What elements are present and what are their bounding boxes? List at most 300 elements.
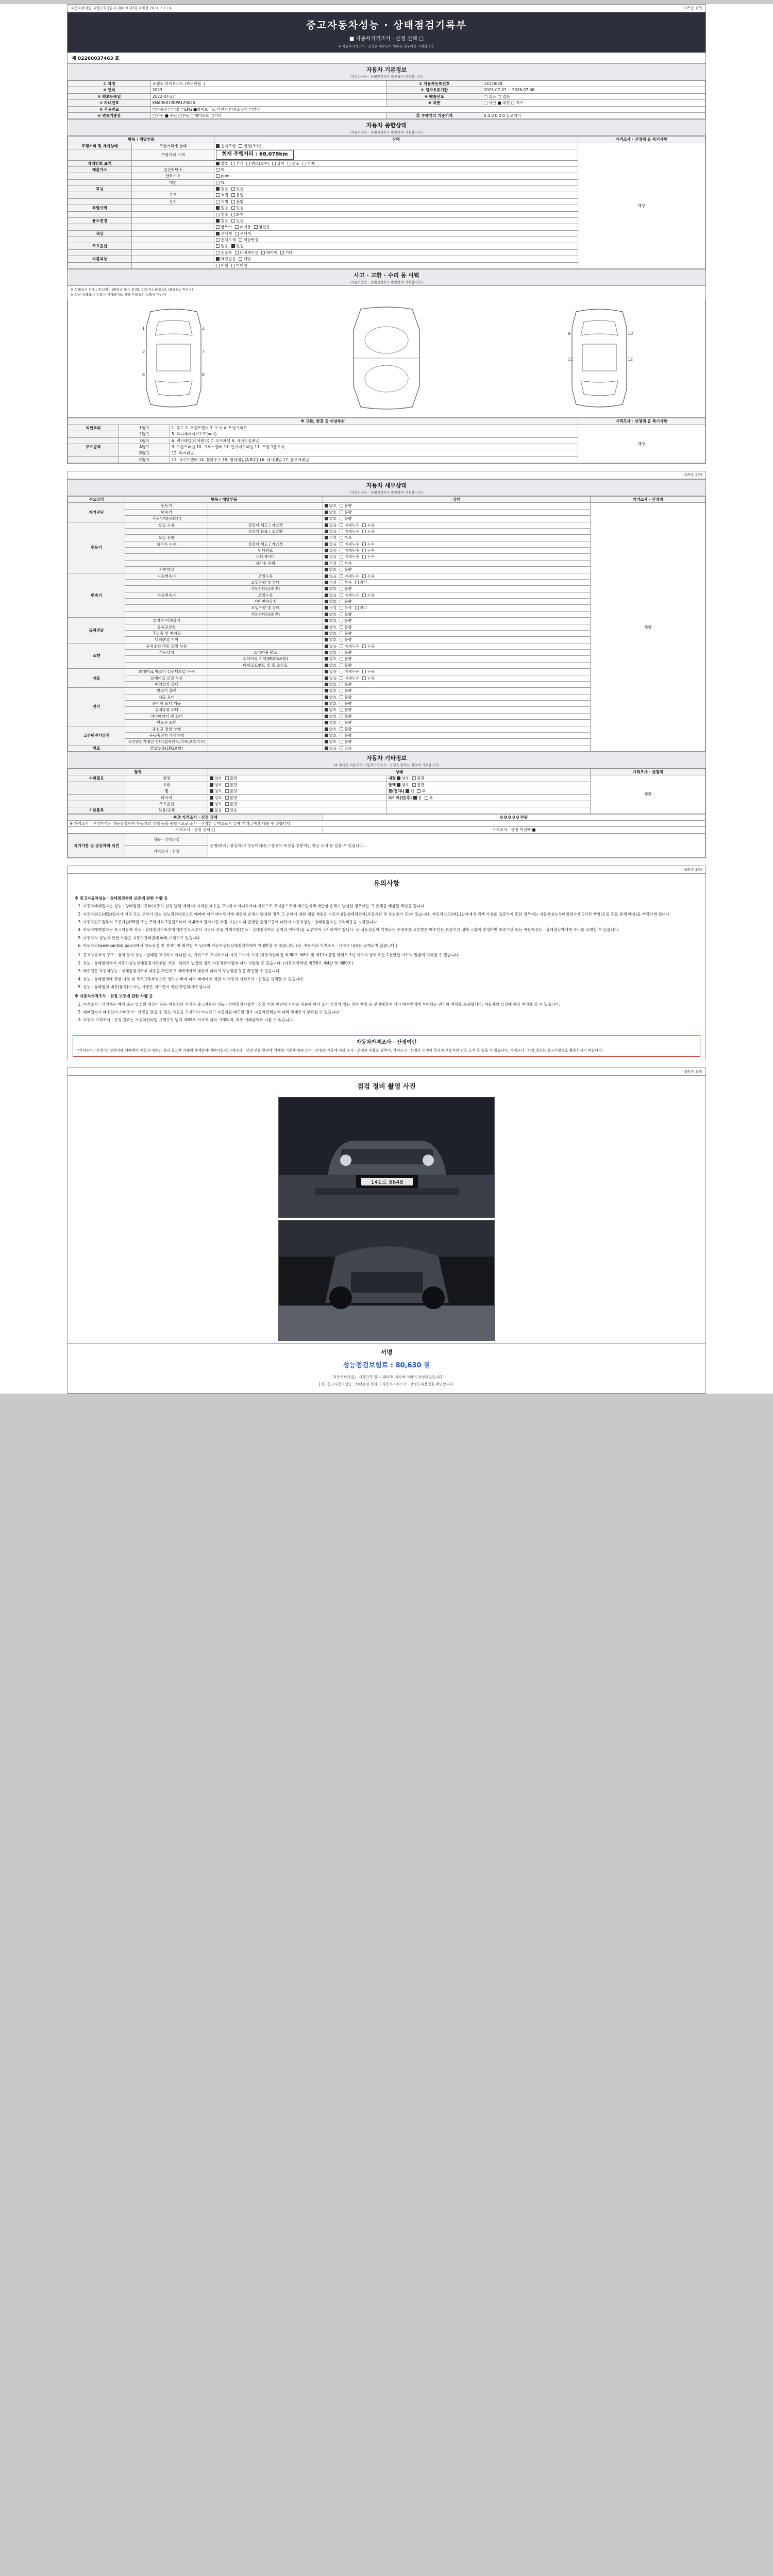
detail-state-3-0[interactable] bbox=[323, 618, 591, 624]
basic-value-3-b[interactable]: □ 국산 ■ 대형 □ 특수 bbox=[482, 100, 705, 106]
checkbox-icon[interactable] bbox=[412, 783, 416, 787]
overall-7-option-1[interactable]: 불법 bbox=[231, 193, 244, 197]
basic-value-5-a[interactable]: □자동 ■ 무단 □수동 □세미오토 □기타 bbox=[150, 112, 386, 118]
checkbox-icon[interactable] bbox=[340, 702, 343, 705]
checkbox-icon[interactable] bbox=[231, 162, 235, 165]
detail-7-0-option-1[interactable]: 불량 bbox=[340, 727, 352, 732]
other-3-option-0[interactable]: 양호 bbox=[210, 795, 222, 800]
checkbox-icon[interactable] bbox=[216, 257, 220, 261]
detail-4-0-option-0[interactable]: 없음 bbox=[325, 644, 337, 649]
checkbox-icon[interactable] bbox=[325, 657, 328, 660]
checkbox-icon[interactable] bbox=[216, 213, 220, 216]
overall-16-option-1[interactable]: 내비게이션 bbox=[235, 250, 258, 255]
other-state2-2[interactable]: 휠(전/후) 전 후 bbox=[386, 788, 591, 794]
checkbox-icon[interactable] bbox=[340, 581, 343, 584]
overall-11-option-1[interactable]: 있음 bbox=[231, 218, 244, 223]
detail-1-0-option-2[interactable]: 누유 bbox=[362, 523, 375, 528]
detail-state-5-1[interactable] bbox=[323, 675, 591, 681]
overall-16-option-0[interactable]: 썬루프 bbox=[216, 250, 232, 255]
checkbox-icon[interactable] bbox=[216, 206, 220, 210]
checkbox-icon[interactable] bbox=[325, 587, 328, 590]
overall-8-option-1[interactable]: 불법 bbox=[231, 199, 244, 204]
overall-17-option-0[interactable]: 해당없음 bbox=[216, 257, 236, 261]
checkbox-icon[interactable] bbox=[325, 727, 328, 731]
detail-2-3-option-1[interactable]: 미세누유 bbox=[340, 593, 359, 598]
detail-state-7-1[interactable] bbox=[323, 732, 591, 738]
detail-state-5-2[interactable] bbox=[323, 681, 591, 687]
detail-state-6-3[interactable] bbox=[323, 707, 591, 713]
detail-6-1-option-1[interactable]: 불량 bbox=[340, 695, 352, 700]
detail-1-7-option-0[interactable]: 양호 bbox=[325, 567, 337, 572]
detail-1-2-option-1[interactable]: 부족 bbox=[340, 535, 352, 540]
overall-2-option-0[interactable]: 양호 bbox=[216, 161, 228, 166]
detail-1-0-option-1[interactable]: 미세누유 bbox=[340, 523, 359, 528]
detail-6-5-option-1[interactable]: 불량 bbox=[340, 720, 352, 725]
detail-4-3-option-1[interactable]: 불량 bbox=[340, 663, 352, 668]
checkbox-icon[interactable] bbox=[325, 721, 328, 724]
checkbox-icon[interactable] bbox=[225, 808, 229, 812]
overall-15-option-1[interactable]: 있음 bbox=[231, 244, 244, 248]
detail-state-4-0[interactable] bbox=[323, 643, 591, 649]
overall-3-option-0[interactable]: % bbox=[216, 167, 224, 172]
checkbox-icon[interactable] bbox=[325, 670, 328, 673]
detail-state-3-2[interactable] bbox=[323, 630, 591, 636]
overall-10-option-1[interactable]: 화재 bbox=[231, 212, 244, 217]
detail-state-1-0[interactable] bbox=[323, 522, 591, 528]
checkbox-icon[interactable] bbox=[325, 523, 328, 527]
checkbox-icon[interactable] bbox=[231, 213, 235, 216]
overall-2-option-3[interactable]: 상이 bbox=[272, 161, 284, 166]
detail-2-5-option-0[interactable]: 적정 bbox=[325, 605, 337, 610]
overall-2-option-4[interactable]: 변조 bbox=[288, 161, 300, 166]
detail-3-1-option-1[interactable]: 불량 bbox=[340, 625, 352, 630]
checkbox-icon[interactable] bbox=[340, 568, 343, 571]
detail-5-0-option-1[interactable]: 미세누유 bbox=[340, 669, 359, 674]
checkbox-icon[interactable] bbox=[325, 613, 328, 616]
checkbox-icon[interactable] bbox=[340, 511, 343, 514]
checkbox-icon[interactable] bbox=[362, 549, 366, 552]
detail-7-2-option-1[interactable]: 불량 bbox=[340, 739, 352, 744]
basic-value-1-a[interactable]: 2023 bbox=[150, 87, 386, 93]
checkbox-icon[interactable] bbox=[210, 789, 213, 793]
checkbox-icon[interactable] bbox=[216, 144, 220, 148]
detail-5-0-option-2[interactable]: 누유 bbox=[362, 669, 375, 674]
detail-2-3-option-0[interactable]: 없음 bbox=[325, 593, 337, 598]
overall-state-5[interactable] bbox=[214, 179, 578, 185]
basic-value-1-b[interactable]: 2025-07-07 ~ 2026-07-06 bbox=[482, 87, 705, 93]
detail-state-6-2[interactable] bbox=[323, 701, 591, 707]
checkbox-icon[interactable] bbox=[216, 193, 220, 197]
checkbox-icon[interactable] bbox=[362, 645, 366, 648]
checkbox-icon[interactable] bbox=[261, 251, 265, 255]
detail-7-2-option-0[interactable]: 양호 bbox=[325, 739, 337, 744]
checkbox-icon[interactable] bbox=[340, 549, 343, 552]
checkbox-icon[interactable] bbox=[216, 244, 220, 248]
checkbox-icon[interactable] bbox=[362, 594, 366, 597]
overall-state-14[interactable] bbox=[214, 237, 578, 243]
detail-2-3-option-2[interactable]: 누유 bbox=[362, 593, 375, 598]
detail-4-2-option-0[interactable]: 양호 bbox=[325, 656, 337, 661]
other-0-option-1[interactable]: 불량 bbox=[225, 776, 238, 781]
detail-1-1-option-1[interactable]: 미세누유 bbox=[340, 529, 359, 534]
overall-state-8[interactable] bbox=[214, 198, 578, 205]
checkbox-icon[interactable] bbox=[216, 238, 220, 242]
overall-9-option-1[interactable]: 있음 bbox=[231, 206, 244, 210]
other-state2-0[interactable]: 내장 양호 불량 bbox=[386, 775, 591, 782]
detail-3-3-option-1[interactable]: 불량 bbox=[340, 637, 352, 642]
other2-2-option-1[interactable]: 후 bbox=[417, 789, 425, 793]
special-notes-text[interactable]: 운행/관리 / 정검의도/ 성능이력/등 / 중고차 특성상 부분적인 판금 도색 등 있을 수 있습니다. bbox=[208, 834, 705, 857]
checkbox-icon[interactable] bbox=[340, 683, 343, 686]
detail-6-2-option-0[interactable]: 양호 bbox=[325, 701, 337, 706]
detail-1-6-option-0[interactable]: 적정 bbox=[325, 561, 337, 566]
checkbox-icon[interactable] bbox=[362, 543, 366, 546]
detail-2-2-option-0[interactable]: 양호 bbox=[325, 586, 337, 591]
detail-0-0-option-1[interactable]: 불량 bbox=[340, 503, 352, 508]
other-1-option-0[interactable]: 양호 bbox=[210, 783, 222, 787]
detail-state-0-1[interactable] bbox=[323, 509, 591, 515]
checkbox-icon[interactable] bbox=[272, 162, 276, 165]
checkbox-icon[interactable] bbox=[340, 740, 343, 743]
other-state-0[interactable] bbox=[208, 775, 386, 782]
detail-state-6-5[interactable] bbox=[323, 720, 591, 726]
overall-7-option-0[interactable]: 적법 bbox=[216, 193, 228, 197]
checkbox-icon[interactable] bbox=[340, 651, 343, 654]
checkbox-icon[interactable] bbox=[340, 600, 343, 603]
checkbox-icon[interactable] bbox=[216, 232, 220, 235]
checkbox-icon[interactable] bbox=[239, 144, 242, 148]
detail-0-1-option-0[interactable]: 양호 bbox=[325, 510, 337, 515]
detail-6-0-option-1[interactable]: 불량 bbox=[340, 688, 352, 693]
overall-state-1[interactable] bbox=[214, 149, 578, 161]
other2-0-option-1[interactable]: 불량 bbox=[412, 776, 425, 781]
detail-1-6-option-1[interactable]: 부족 bbox=[340, 561, 352, 566]
basic-value-5-b[interactable]: 0 0 0 0 0 0 킬로미터 bbox=[482, 112, 705, 118]
checkbox-icon[interactable] bbox=[231, 264, 235, 267]
detail-state-0-2[interactable] bbox=[323, 516, 591, 522]
overall-state-2[interactable] bbox=[214, 160, 578, 166]
detail-state-6-1[interactable] bbox=[323, 694, 591, 700]
overall-2-option-5[interactable]: 삭제 bbox=[303, 161, 315, 166]
detail-1-1-option-2[interactable]: 누유 bbox=[362, 529, 375, 534]
detail-4-1-option-0[interactable]: 양호 bbox=[325, 650, 337, 655]
checkbox-icon[interactable] bbox=[325, 715, 328, 718]
detail-state-2-4[interactable] bbox=[323, 599, 591, 605]
overall-state-0[interactable] bbox=[214, 143, 578, 149]
other-state2-5[interactable] bbox=[386, 807, 591, 814]
overall-12-option-1[interactable]: 대여용 bbox=[235, 225, 251, 229]
detail-1-3-option-1[interactable]: 미세누수 bbox=[340, 542, 359, 547]
other-3-option-1[interactable]: 불량 bbox=[225, 795, 238, 800]
checkbox-icon[interactable] bbox=[235, 225, 239, 229]
overall-13-option-0[interactable]: 무채색 bbox=[216, 231, 232, 236]
checkbox-icon[interactable] bbox=[362, 670, 366, 673]
checkbox-icon[interactable] bbox=[216, 181, 220, 184]
checkbox-icon[interactable] bbox=[225, 802, 229, 806]
overall-state-9[interactable] bbox=[214, 205, 578, 211]
checkbox-icon[interactable] bbox=[288, 162, 291, 165]
other-4-option-1[interactable]: 불량 bbox=[225, 802, 238, 806]
detail-state-2-6[interactable] bbox=[323, 611, 591, 617]
checkbox-icon[interactable] bbox=[417, 789, 421, 793]
detail-0-2-option-1[interactable]: 불량 bbox=[340, 516, 352, 521]
checkbox-icon[interactable] bbox=[280, 251, 284, 255]
checkbox-icon[interactable] bbox=[340, 721, 343, 724]
detail-2-4-option-0[interactable]: 양호 bbox=[325, 599, 337, 604]
overall-17-option-1[interactable]: 해당 bbox=[239, 257, 251, 261]
checkbox-icon[interactable] bbox=[340, 517, 343, 520]
checkbox-icon[interactable] bbox=[325, 702, 328, 705]
detail-7-0-option-0[interactable]: 양호 bbox=[325, 727, 337, 732]
detail-state-2-3[interactable] bbox=[323, 592, 591, 598]
detail-4-2-option-1[interactable]: 불량 bbox=[340, 656, 352, 661]
price-option-unselected[interactable]: 가격조사 · 산정 미선택 ■ bbox=[323, 827, 705, 833]
checkbox-icon[interactable] bbox=[325, 625, 328, 629]
overall-6-option-0[interactable]: 없음 bbox=[216, 187, 228, 191]
checkbox-icon[interactable] bbox=[340, 727, 343, 731]
checkbox-icon[interactable] bbox=[216, 168, 220, 172]
detail-0-1-option-1[interactable]: 불량 bbox=[340, 510, 352, 515]
checkbox-icon[interactable] bbox=[225, 796, 229, 800]
checkbox-icon[interactable] bbox=[325, 645, 328, 648]
checkbox-icon[interactable] bbox=[225, 789, 229, 793]
checkbox-icon[interactable] bbox=[340, 676, 343, 680]
detail-state-6-4[interactable] bbox=[323, 713, 591, 719]
checkbox-icon[interactable] bbox=[325, 549, 328, 552]
detail-state-5-0[interactable] bbox=[323, 669, 591, 675]
checkbox-icon[interactable] bbox=[216, 200, 220, 204]
overall-state-16[interactable] bbox=[214, 249, 578, 256]
overall-state-10[interactable] bbox=[214, 211, 578, 217]
overall-15-option-0[interactable]: 없음 bbox=[216, 244, 228, 248]
checkbox-icon[interactable] bbox=[340, 562, 343, 565]
checkbox-icon[interactable] bbox=[397, 783, 400, 787]
other-state2-3[interactable]: 타이어(전/후) 전 후 bbox=[386, 794, 591, 801]
checkbox-icon[interactable] bbox=[216, 251, 220, 255]
detail-7-1-option-0[interactable]: 양호 bbox=[325, 733, 337, 738]
detail-3-1-option-0[interactable]: 양호 bbox=[325, 625, 337, 630]
other-2-option-1[interactable]: 불량 bbox=[225, 789, 238, 793]
checkbox-icon[interactable] bbox=[325, 651, 328, 654]
detail-2-1-option-2[interactable]: 과다 bbox=[355, 580, 367, 585]
checkbox-icon[interactable] bbox=[355, 581, 359, 584]
checkbox-icon[interactable] bbox=[340, 606, 343, 609]
overall-18-option-1[interactable]: 미이행 bbox=[231, 263, 247, 268]
detail-1-3-option-0[interactable]: 없음 bbox=[325, 542, 337, 547]
detail-2-4-option-1[interactable]: 불량 bbox=[340, 599, 352, 604]
other-state2-4[interactable] bbox=[386, 801, 591, 807]
detail-6-5-option-0[interactable]: 양호 bbox=[325, 720, 337, 725]
other2-2-option-0[interactable]: 전 bbox=[406, 789, 414, 793]
checkbox-icon[interactable] bbox=[325, 581, 328, 584]
other2-3-option-1[interactable]: 후 bbox=[425, 795, 433, 800]
detail-2-5-option-2[interactable]: 과다 bbox=[355, 605, 367, 610]
detail-state-3-1[interactable] bbox=[323, 624, 591, 630]
checkbox-icon[interactable] bbox=[425, 796, 428, 800]
other-state-5[interactable] bbox=[208, 807, 386, 814]
detail-3-3-option-0[interactable]: 양호 bbox=[325, 637, 337, 642]
detail-state-2-2[interactable] bbox=[323, 586, 591, 592]
checkbox-icon[interactable] bbox=[231, 206, 235, 210]
checkbox-icon[interactable] bbox=[325, 562, 328, 565]
basic-value-3-a[interactable]: KNAR6813BPA129020 bbox=[150, 100, 386, 106]
detail-4-1-option-1[interactable]: 불량 bbox=[340, 650, 352, 655]
detail-state-1-1[interactable] bbox=[323, 528, 591, 534]
checkbox-icon[interactable] bbox=[325, 683, 328, 686]
checkbox-icon[interactable] bbox=[340, 523, 343, 527]
checkbox-icon[interactable] bbox=[362, 574, 366, 578]
other-0-option-0[interactable]: 양호 bbox=[210, 776, 222, 781]
checkbox-icon[interactable] bbox=[210, 796, 213, 800]
checkbox-icon[interactable] bbox=[340, 536, 343, 539]
detail-5-2-option-1[interactable]: 불량 bbox=[340, 682, 352, 687]
price-option-selected[interactable]: 가격조사 · 산정 선택 □ bbox=[68, 827, 323, 833]
checkbox-icon[interactable] bbox=[413, 796, 417, 800]
detail-1-5-option-0[interactable]: 없음 bbox=[325, 554, 337, 559]
detail-6-4-option-1[interactable]: 불량 bbox=[340, 714, 352, 719]
overall-state-7[interactable] bbox=[214, 192, 578, 198]
detail-5-1-option-0[interactable]: 없음 bbox=[325, 676, 337, 681]
checkbox-icon[interactable] bbox=[325, 708, 328, 711]
detail-state-1-7[interactable] bbox=[323, 567, 591, 573]
detail-state-2-5[interactable] bbox=[323, 605, 591, 611]
overall-2-option-2[interactable]: 변조(오손) bbox=[246, 161, 269, 166]
checkbox-icon[interactable] bbox=[325, 517, 328, 520]
checkbox-icon[interactable] bbox=[325, 568, 328, 571]
detail-1-1-option-0[interactable]: 없음 bbox=[325, 529, 337, 534]
checkbox-icon[interactable] bbox=[340, 715, 343, 718]
checkbox-icon[interactable] bbox=[340, 555, 343, 558]
overall-5-option-0[interactable]: % bbox=[216, 180, 224, 185]
checkbox-icon[interactable] bbox=[216, 225, 220, 229]
checkbox-icon[interactable] bbox=[325, 632, 328, 635]
overall-4-option-0[interactable]: ppm bbox=[216, 174, 229, 178]
overall-12-option-0[interactable]: 렌트카 bbox=[216, 225, 232, 229]
overall-state-6[interactable] bbox=[214, 186, 578, 192]
overall-0-option-1[interactable]: 변경(조작) bbox=[239, 144, 261, 148]
detail-6-4-option-0[interactable]: 양호 bbox=[325, 714, 337, 719]
detail-state-4-1[interactable] bbox=[323, 650, 591, 656]
detail-5-1-option-2[interactable]: 누유 bbox=[362, 676, 375, 681]
checkbox-icon[interactable] bbox=[210, 808, 213, 812]
checkbox-icon[interactable] bbox=[210, 776, 213, 780]
detail-1-4-option-0[interactable]: 없음 bbox=[325, 548, 337, 553]
overall-14-option-0[interactable]: 전체도색 bbox=[216, 238, 236, 242]
checkbox-icon[interactable] bbox=[210, 802, 213, 806]
other-1-option-1[interactable]: 불량 bbox=[225, 783, 238, 787]
other-state-3[interactable] bbox=[208, 794, 386, 801]
overall-state-18[interactable] bbox=[214, 262, 578, 268]
detail-state-2-0[interactable] bbox=[323, 573, 591, 579]
checkbox-icon[interactable] bbox=[325, 734, 328, 737]
other-state-2[interactable] bbox=[208, 788, 386, 794]
detail-6-1-option-0[interactable]: 양호 bbox=[325, 695, 337, 700]
checkbox-icon[interactable] bbox=[216, 187, 220, 191]
checkbox-icon[interactable] bbox=[216, 264, 220, 267]
checkbox-icon[interactable] bbox=[325, 536, 328, 539]
checkbox-icon[interactable] bbox=[340, 530, 343, 533]
checkbox-icon[interactable] bbox=[239, 257, 242, 261]
other2-1-option-0[interactable]: 양호 bbox=[397, 783, 409, 787]
checkbox-icon[interactable] bbox=[325, 600, 328, 603]
detail-1-3-option-2[interactable]: 누수 bbox=[362, 542, 375, 547]
detail-6-3-option-0[interactable]: 양호 bbox=[325, 707, 337, 712]
other-5-option-0[interactable]: 없음 bbox=[210, 808, 222, 812]
detail-0-2-option-0[interactable]: 양호 bbox=[325, 516, 337, 521]
other2-1-option-1[interactable]: 불량 bbox=[412, 783, 425, 787]
detail-2-6-option-1[interactable]: 불량 bbox=[340, 612, 352, 617]
overall-state-17[interactable] bbox=[214, 256, 578, 262]
checkbox-icon[interactable] bbox=[340, 734, 343, 737]
detail-3-0-option-0[interactable]: 양호 bbox=[325, 618, 337, 623]
checkbox-icon[interactable] bbox=[340, 574, 343, 578]
detail-2-6-option-0[interactable]: 양호 bbox=[325, 612, 337, 617]
detail-5-2-option-0[interactable]: 양호 bbox=[325, 682, 337, 687]
detail-5-0-option-0[interactable]: 없음 bbox=[325, 669, 337, 674]
overall-6-option-1[interactable]: 있음 bbox=[231, 187, 244, 191]
checkbox-icon[interactable] bbox=[340, 619, 343, 622]
checkbox-icon[interactable] bbox=[340, 504, 343, 507]
checkbox-icon[interactable] bbox=[406, 789, 409, 793]
detail-8-0-option-0[interactable]: 없음 bbox=[325, 746, 337, 751]
other-state2-1[interactable]: 광택 양호 불량 bbox=[386, 782, 591, 788]
detail-state-6-0[interactable] bbox=[323, 688, 591, 694]
detail-2-5-option-1[interactable]: 부족 bbox=[340, 605, 352, 610]
detail-1-4-option-2[interactable]: 누수 bbox=[362, 548, 375, 553]
other2-3-option-0[interactable]: 전 bbox=[413, 795, 422, 800]
detail-3-2-option-0[interactable]: 양호 bbox=[325, 631, 337, 636]
checkbox-icon[interactable] bbox=[325, 747, 328, 750]
detail-state-2-1[interactable] bbox=[323, 579, 591, 585]
overall-state-3[interactable] bbox=[214, 166, 578, 173]
detail-2-0-option-0[interactable]: 없음 bbox=[325, 574, 337, 579]
overall-state-11[interactable] bbox=[214, 217, 578, 224]
overall-16-option-3[interactable]: 기타 bbox=[280, 250, 293, 255]
detail-state-4-2[interactable] bbox=[323, 656, 591, 662]
checkbox-icon[interactable] bbox=[340, 543, 343, 546]
detail-6-3-option-1[interactable]: 불량 bbox=[340, 707, 352, 712]
detail-6-2-option-1[interactable]: 불량 bbox=[340, 701, 352, 706]
overall-13-option-1[interactable]: 유채색 bbox=[235, 231, 251, 236]
overall-state-12[interactable] bbox=[214, 224, 578, 230]
other-4-option-0[interactable]: 양호 bbox=[210, 802, 222, 806]
detail-state-7-0[interactable] bbox=[323, 726, 591, 732]
checkbox-icon[interactable] bbox=[325, 619, 328, 622]
detail-0-0-option-0[interactable]: 양호 bbox=[325, 503, 337, 508]
detail-8-0-option-1[interactable]: 있음 bbox=[340, 746, 352, 751]
checkbox-icon[interactable] bbox=[325, 664, 328, 667]
detail-state-1-3[interactable] bbox=[323, 541, 591, 547]
checkbox-icon[interactable] bbox=[340, 689, 343, 692]
detail-state-3-3[interactable] bbox=[323, 637, 591, 643]
detail-4-0-option-1[interactable]: 미세누유 bbox=[340, 644, 359, 649]
checkbox-icon[interactable] bbox=[325, 555, 328, 558]
overall-state-15[interactable] bbox=[214, 243, 578, 249]
detail-state-1-5[interactable] bbox=[323, 554, 591, 560]
checkbox-icon[interactable] bbox=[397, 776, 400, 780]
detail-2-0-option-2[interactable]: 누유 bbox=[362, 574, 375, 579]
detail-state-1-2[interactable] bbox=[323, 535, 591, 541]
checkbox-icon[interactable] bbox=[362, 530, 366, 533]
checkbox-icon[interactable] bbox=[340, 638, 343, 641]
checkbox-icon[interactable] bbox=[325, 504, 328, 507]
detail-state-4-3[interactable] bbox=[323, 662, 591, 668]
checkbox-icon[interactable] bbox=[340, 625, 343, 629]
checkbox-icon[interactable] bbox=[210, 783, 213, 787]
detail-1-5-option-1[interactable]: 미세누수 bbox=[340, 554, 359, 559]
checkbox-icon[interactable] bbox=[235, 232, 239, 235]
checkbox-icon[interactable] bbox=[325, 676, 328, 680]
